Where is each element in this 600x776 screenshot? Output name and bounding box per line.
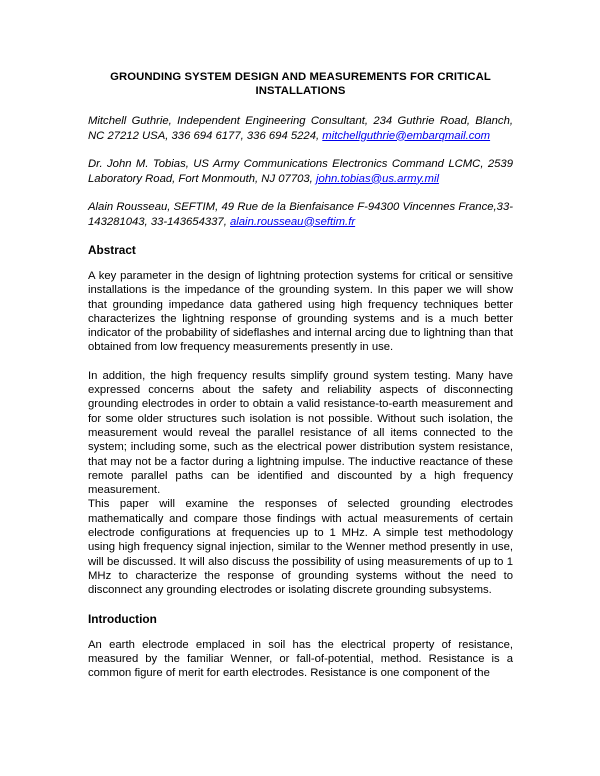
abstract-heading: Abstract [88, 243, 136, 257]
introduction-heading: Introduction [88, 611, 157, 626]
author-block-rousseau [88, 200, 513, 229]
introduction-paragraph: An earth electrode emplaced in soil has the electrical property of resistance, measured by the familiar Wenner, or fall-of-potential, method. Resistance is a common figure of merit for earth electrodes. Resistance is one component of the [88, 638, 513, 680]
author-text: Mitchell Guthrie, Independent Engineering Consultant, 234 Guthrie Road, Blanch, NC 27212 USA, 336 694 6177, 336 694 5224, [88, 115, 513, 142]
abstract-paragraph: This paper will examine the responses of selected grounding electrodes mathematically and compare those findings with actual measurements of certain electrode configurations at frequencies up to 1 MHz. A simple test methodology using high frequency signal injection, similar to the Wenner method presently in use, will be discussed. It will also discuss the possibility of using measurements of up to 1 MHz to characterize the response of grounding systems without the need to disconnect any grounding electrodes or isolating discrete grounding subsystems. [88, 498, 513, 597]
paper-page [88, 70, 513, 694]
author-email-link[interactable]: mitchellguthrie@embarqmail.com [322, 129, 491, 142]
author-email-link[interactable]: john.tobias@us.army.mil [315, 172, 439, 185]
abstract-paragraph: In addition, the high frequency results simplify ground system testing. Many have expressed concerns about the safety and reliability aspects of disconnecting grounding electrodes in order to obtain a valid resistance-to-earth measurement and for some older structures such isolation is not possible. Without such isolation, the measurement would reveal the parallel resistance of all items connected to the system; including some, such as the electrical power distribution system resistance, that may not be a factor during a lightning impulse. The inductive reactance of these remote parallel paths can be identified and discounted by a high frequency measurement. [88, 369, 513, 497]
abstract-paragraph: A key parameter in the design of lightning protection systems for critical or sensitive installations is the impedance of the grounding system. In this paper we will show that grounding impedance data gathered using high frequency techniques better characterizes the lightning response of grounding systems and is a much better indicator of the probability of sideflashes and internal arcing due to lightning than that obtained from low frequency measurements presently in use. [88, 270, 513, 354]
author-text: Dr. John M. Tobias, US Army Communications Electronics Command LCMC, 2539 Laboratory Road, Fort Monmouth, NJ 07703, [88, 158, 513, 185]
author-email-link[interactable]: alain.rousseau@seftim.fr [229, 215, 356, 228]
author-block-guthrie [88, 114, 513, 143]
author-block-tobias [88, 157, 513, 186]
paper-title: GROUNDING SYSTEM DESIGN AND MEASUREMENTS FOR CRITICAL INSTALLATIONS [110, 71, 491, 97]
author-text: Alain Rousseau, SEFTIM, 49 Rue de la Bienfaisance F-94300 Vincennes France,33-143281043, 33-143654337, [88, 201, 513, 228]
